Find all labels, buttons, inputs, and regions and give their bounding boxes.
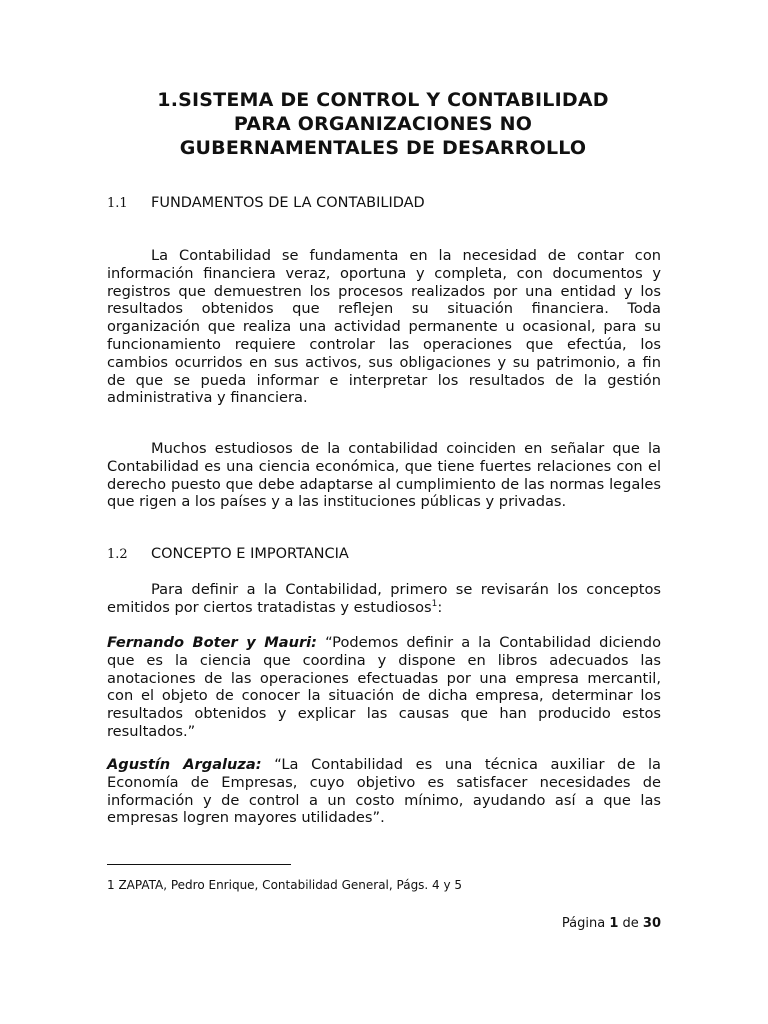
quote-author: Agustín Argaluza:	[107, 756, 262, 773]
paragraph: Muchos estudiosos de la contabilidad coinciden en señalar que la Contabilidad es una ciencia económica, que tiene fuertes relaciones con el derecho puesto que debe adaptarse al cumplimiento de las normas legales que rigen a los países y a las instituciones públicas y privadas.	[107, 440, 661, 511]
section-title: CONCEPTO E IMPORTANCIA	[151, 546, 349, 562]
intro-paragraph	[107, 581, 661, 617]
page-current: 1	[609, 916, 619, 931]
quote-text: “La Contabilidad es una técnica auxiliar de la Economía de Empresas, cuyo objetivo es satisfacer necesidades de información y de control a un costo mínimo, ayudando así a que las empresas logren mayores utilidades”.	[107, 756, 661, 827]
title-line: 1.SISTEMA DE CONTROL Y CONTABILIDAD	[157, 89, 609, 111]
footnote-separator	[107, 864, 291, 865]
page-number	[562, 916, 661, 932]
intro-text: Para definir a la Contabilidad, primero se revisarán los conceptos emitidos por ciertos tratadistas y estudiosos	[107, 581, 661, 616]
section-heading-1-2	[107, 545, 349, 564]
title-line: PARA ORGANIZACIONES NO	[233, 113, 533, 135]
title-line: GUBERNAMENTALES DE DESARROLLO	[179, 137, 587, 159]
paragraph: La Contabilidad se fundamenta en la necesidad de contar con información financiera veraz, oportuna y completa, con documentos y registros que demuestren los procesos realizados por una entidad y los resultados obtenidos que reflejen su situación financiera. Toda organización que realiza una actividad permanente u ocasional, para su funcionamiento requiere controlar las operaciones que efectúa, los cambios ocurridos en sus activos, sus obligaciones y su patrimonio, a fin de que se pueda informar e interpretar los resultados de la gestión administrativa y financiera.	[107, 247, 661, 407]
section-number: 1.2	[107, 547, 128, 562]
quote-author: Fernando Boter y Mauri:	[107, 634, 318, 651]
quote-paragraph	[107, 634, 661, 741]
section-number: 1.1	[107, 196, 128, 211]
page-total: 30	[642, 916, 661, 931]
quote-paragraph	[107, 756, 661, 827]
page-middle: de	[622, 916, 639, 931]
quote-text: “Podemos definir a la Contabilidad diciendo que es la ciencia que coordina y dispone en libros adecuados las anotaciones de las operaciones efectuadas por una empresa mercantil, con el objeto de conocer la situación de dicha empresa, determinar los resultados obtenidos y explicar las causas que han producido estos resultados.”	[107, 634, 661, 740]
page-prefix: Página	[561, 916, 606, 931]
document-title	[100, 88, 666, 160]
intro-end: :	[437, 598, 443, 616]
footnote-reference: 1	[431, 598, 438, 609]
footnote: 1 ZAPATA, Pedro Enrique, Contabilidad General, Págs. 4 y 5	[107, 878, 463, 892]
section-heading-1-1	[107, 194, 425, 213]
section-title: FUNDAMENTOS DE LA CONTABILIDAD	[151, 195, 425, 211]
